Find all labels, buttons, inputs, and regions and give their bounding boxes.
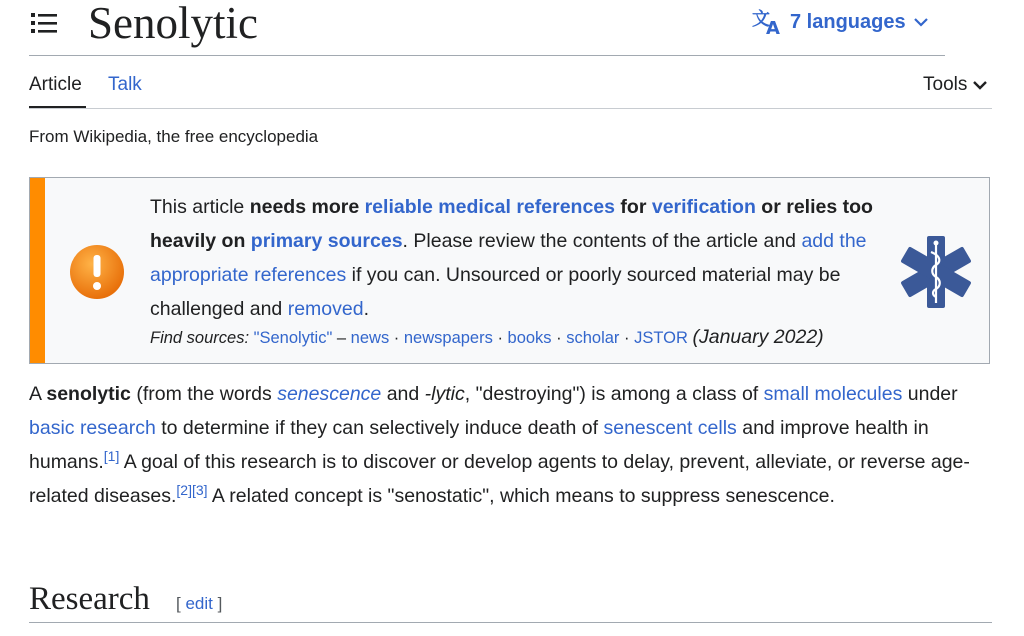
edit-section (176, 593, 222, 615)
senescent-cells-link[interactable]: senescent cells (603, 417, 737, 439)
notice-stripe (30, 178, 45, 363)
section-divider (29, 622, 992, 623)
removed-link[interactable]: removed (287, 298, 364, 320)
star-of-life-icon (898, 234, 974, 310)
separator: – (332, 329, 351, 347)
separator: · (619, 329, 635, 347)
reference-2-link[interactable]: [2] (176, 482, 192, 498)
reliable-medical-references-link[interactable]: reliable medical references (364, 196, 615, 218)
separator: · (389, 329, 404, 347)
paragraph-text: to determine if they can selectively induce death of (155, 417, 604, 439)
paragraph-text: A goal of this research is to discover or develop agents to delay, prevent, alleviate, or reverse age-related diseases. (29, 451, 970, 507)
paragraph-text: A related concept is "senostatic", which means to suppress senescence. (207, 485, 835, 507)
chevron-down-icon (912, 16, 930, 28)
paragraph-text: and (381, 383, 425, 405)
small-molecules-link[interactable]: small molecules (763, 383, 903, 405)
paragraph-italic-text: -lytic (424, 383, 465, 405)
page-title: Senolytic (88, 0, 258, 48)
section-heading-research: Research (29, 581, 150, 617)
source-jstor-link[interactable]: JSTOR (634, 329, 688, 347)
notice-text-part: . (363, 298, 369, 320)
tab-talk[interactable]: Talk (108, 74, 142, 95)
paragraph-text: A (29, 383, 47, 405)
reference-3-link[interactable]: [3] (192, 482, 208, 498)
notice-bold-text: for (615, 196, 652, 218)
find-sources-line (150, 326, 824, 349)
paragraph-text: under (902, 383, 958, 405)
paragraph-text: , "destroying") is among a class of (464, 383, 764, 405)
tools-label: Tools (923, 74, 968, 95)
maintenance-notice (29, 177, 990, 364)
separator: · (551, 329, 567, 347)
tab-article[interactable]: Article (29, 74, 82, 95)
edit-bracket: ] (212, 594, 223, 613)
edit-bracket: [ (176, 594, 186, 613)
reference-1-link[interactable]: [1] (103, 448, 120, 464)
site-tagline: From Wikipedia, the free encyclopedia (29, 127, 319, 146)
notice-text-part: if you can. Unsourced or poorly sourced material may be challenged and (150, 264, 841, 320)
source-newspapers-link[interactable]: newspapers (403, 329, 493, 347)
languages-label: 7 languages (790, 10, 906, 33)
svg-text:A: A (766, 18, 780, 36)
languages-button[interactable] (752, 8, 930, 36)
basic-research-link[interactable]: basic research (29, 417, 156, 439)
paragraph-text: and improve health in humans. (29, 417, 929, 473)
notice-text-part: This article (150, 196, 250, 218)
notice-date: (January 2022) (692, 326, 824, 348)
edit-section-link[interactable]: edit (185, 594, 213, 613)
separator: · (492, 329, 508, 347)
paragraph-text: (from the words (130, 383, 278, 405)
notice-text-part: . Please review the contents of the article and (402, 230, 802, 252)
senescence-link[interactable]: senescence (277, 383, 382, 405)
verification-link[interactable]: verification (651, 196, 756, 218)
lead-paragraph (29, 377, 994, 513)
source-news-link[interactable]: news (350, 329, 390, 347)
translate-icon (752, 8, 784, 36)
hamburger-list-icon[interactable] (31, 11, 57, 35)
tools-dropdown[interactable] (923, 74, 988, 96)
notice-text (150, 190, 880, 326)
source-scholar-link[interactable]: scholar (566, 329, 620, 347)
chevron-down-icon (972, 79, 988, 91)
source-books-link[interactable]: books (507, 329, 552, 347)
svg-text:文: 文 (752, 9, 770, 30)
tabs-divider (29, 108, 992, 109)
primary-sources-link[interactable]: primary sources (250, 230, 403, 252)
title-divider (29, 55, 945, 56)
notice-bold-text: or relies too heavily on (150, 196, 873, 252)
add-references-link[interactable]: add the appropriate references (150, 230, 867, 286)
source-query-link[interactable]: "Senolytic" (253, 329, 333, 347)
find-sources-label: Find sources: (150, 329, 250, 347)
notice-bold-text: needs more (249, 196, 365, 218)
warning-icon (69, 244, 125, 300)
article-subject: senolytic (46, 383, 131, 405)
